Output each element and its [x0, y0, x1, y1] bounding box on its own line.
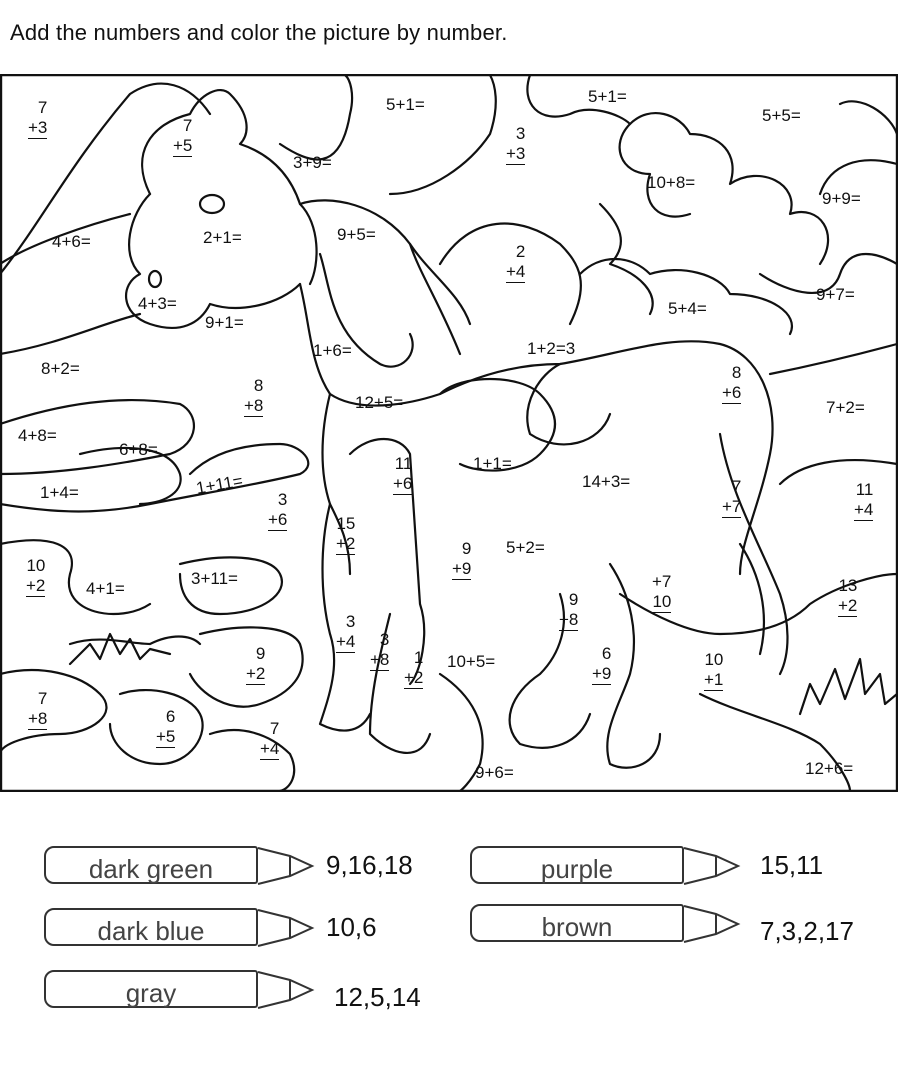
crayon-purple: [470, 846, 750, 888]
crayon-brown: [470, 904, 750, 946]
problem-label: 5+1=: [588, 87, 627, 106]
stacked-problem: 13 +2: [838, 576, 857, 617]
stacked-problem: 11 +6: [393, 454, 412, 495]
color-key-numbers: 15,11: [760, 850, 824, 880]
problem-label: 5+5=: [762, 106, 801, 125]
problem-label: 7+2=: [826, 398, 865, 417]
crayon-gray: [44, 970, 319, 1012]
crayon-label: dark blue: [97, 916, 205, 946]
line-art: [0, 74, 898, 792]
color-key-numbers: 7,3,2,17: [760, 916, 854, 946]
crayon-dark-green: [44, 846, 319, 888]
problem-label: 6+8=: [119, 440, 158, 459]
problem-label: 9+7=: [816, 285, 855, 304]
stacked-problem: 3 +8: [370, 630, 389, 671]
problem-label: 9+5=: [337, 225, 376, 244]
stacked-problem: 3 +4: [336, 612, 355, 653]
problem-label: 3+11=: [191, 569, 238, 588]
color-key-numbers: 10,6: [326, 912, 377, 942]
problem-label: 4+8=: [18, 426, 57, 445]
problem-label: 10+8=: [647, 173, 696, 192]
stacked-problem: 1 +2: [404, 648, 423, 689]
problem-label: 1+4=: [40, 483, 79, 502]
problem-label: 9+1=: [205, 313, 244, 332]
coloring-picture: [0, 74, 898, 792]
problem-label: 9+6=: [475, 763, 514, 782]
stacked-problem: 9 +9: [452, 539, 471, 580]
stacked-problem: 15 +2: [336, 514, 355, 555]
stacked-problem: 2 +4: [506, 242, 525, 283]
stacked-problem: 3 +3: [506, 124, 525, 165]
problem-label: 4+3=: [138, 294, 177, 313]
stacked-problem: 11 +4: [854, 480, 873, 521]
stacked-problem: 9 +8: [559, 590, 578, 631]
crayon-tip-icon: [256, 846, 316, 886]
stacked-problem: 7 +3: [28, 98, 47, 139]
instruction-text: Add the numbers and color the picture by number.: [10, 20, 508, 45]
stacked-problem: 7 +4: [260, 719, 279, 760]
problem-label: 5+1=: [386, 95, 425, 114]
crayon-label: dark green: [88, 854, 214, 884]
stacked-problem: 8 +6: [722, 363, 741, 404]
problem-label: 12+6=: [805, 759, 854, 778]
crayon-tip-icon: [682, 846, 742, 886]
crayon-tip-icon: [256, 908, 316, 948]
problem-label: 5+4=: [668, 299, 707, 318]
problem-label: 1+1=: [473, 454, 512, 473]
problem-label: 10+5=: [447, 652, 496, 671]
stacked-problem: 8 +8: [244, 376, 263, 417]
color-key-numbers: 12,5,14: [334, 982, 421, 1012]
crayon-tip-icon: [256, 970, 316, 1010]
crayon-label: brown: [541, 912, 613, 942]
stacked-problem: 9 +2: [246, 644, 265, 685]
problem-label: 1+2=3: [527, 339, 576, 358]
problem-label: 2+1=: [203, 228, 242, 247]
problem-label: 1+11=: [194, 471, 245, 498]
problem-label: 1+6=: [313, 341, 352, 360]
problem-label: 4+1=: [86, 579, 125, 598]
problem-label: 9+9=: [822, 189, 861, 208]
problem-label: 8+2=: [41, 359, 80, 378]
stacked-problem: 10 +1: [704, 650, 723, 691]
crayon-tip-icon: [682, 904, 742, 944]
problem-label: 5+2=: [506, 538, 545, 557]
stacked-problem: 7 +8: [28, 689, 47, 730]
stacked-problem: 10 +2: [26, 556, 45, 597]
problem-label: 4+6=: [52, 232, 91, 251]
crayon-label: purple: [540, 854, 614, 884]
problem-label: 14+3=: [582, 472, 631, 491]
crayon-dark-blue: [44, 908, 319, 950]
crayon-label: gray: [125, 978, 177, 1008]
stacked-problem: 3 +6: [268, 490, 287, 531]
problem-label: 12+5=: [355, 393, 404, 412]
stacked-problem: 6 +5: [156, 707, 175, 748]
stacked-problem: 6 +9: [592, 644, 611, 685]
color-key-numbers: 9,16,18: [326, 850, 413, 880]
stacked-problem: 7 +5: [173, 116, 192, 157]
problem-label: 3+9=: [293, 153, 332, 172]
stacked-problem: +7 10: [652, 572, 671, 613]
stacked-problem: 7 +7: [722, 477, 741, 518]
